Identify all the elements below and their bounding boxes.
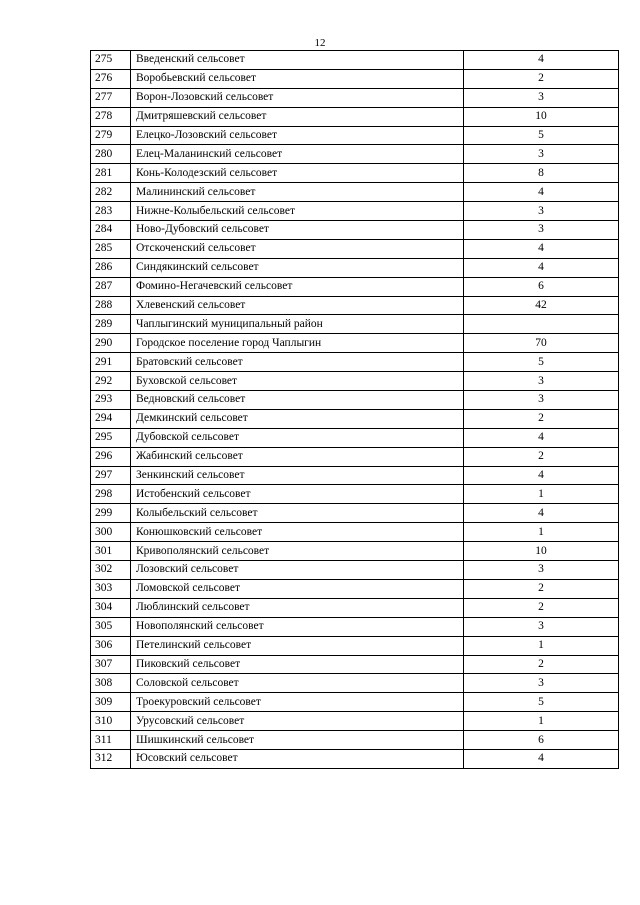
quantity-cell: 5	[464, 126, 619, 145]
table-row	[91, 88, 619, 107]
settlement-name-cell: Братовский сельсовет	[131, 353, 464, 372]
table-row	[91, 579, 619, 598]
settlement-name-cell: Буховской сельсовет	[131, 372, 464, 391]
table-row	[91, 183, 619, 202]
row-number-cell: 307	[91, 655, 131, 674]
quantity-cell: 2	[464, 409, 619, 428]
row-number-cell: 283	[91, 202, 131, 221]
settlement-name-cell: Колыбельский сельсовет	[131, 504, 464, 523]
row-number-cell: 306	[91, 636, 131, 655]
settlement-name-cell: Ломовской сельсовет	[131, 579, 464, 598]
row-number-cell: 295	[91, 428, 131, 447]
table-row	[91, 561, 619, 580]
settlement-name-cell: Ворон-Лозовский сельсовет	[131, 88, 464, 107]
row-number-cell: 310	[91, 712, 131, 731]
quantity-cell: 3	[464, 391, 619, 410]
row-number-cell: 302	[91, 561, 131, 580]
row-number-cell: 289	[91, 315, 131, 334]
row-number-cell: 291	[91, 353, 131, 372]
table-row	[91, 636, 619, 655]
table-row	[91, 731, 619, 750]
settlement-name-cell: Нижне-Колыбельский сельсовет	[131, 202, 464, 221]
quantity-cell: 10	[464, 107, 619, 126]
page-number: 12	[314, 37, 326, 49]
row-number-cell: 285	[91, 239, 131, 258]
row-number-cell: 286	[91, 258, 131, 277]
settlement-name-cell: Шишкинский сельсовет	[131, 731, 464, 750]
table-row	[91, 258, 619, 277]
row-number-cell: 279	[91, 126, 131, 145]
table-row	[91, 221, 619, 240]
table-row	[91, 334, 619, 353]
row-number-cell: 304	[91, 598, 131, 617]
row-number-cell: 311	[91, 731, 131, 750]
settlement-name-cell: Конь-Колодезский сельсовет	[131, 164, 464, 183]
table-row	[91, 296, 619, 315]
settlement-name-cell: Новополянский сельсовет	[131, 617, 464, 636]
quantity-cell: 3	[464, 372, 619, 391]
table-row	[91, 391, 619, 410]
table-row	[91, 466, 619, 485]
row-number-cell: 290	[91, 334, 131, 353]
quantity-cell: 4	[464, 239, 619, 258]
settlement-name-cell: Троекуровский сельсовет	[131, 693, 464, 712]
row-number-cell: 277	[91, 88, 131, 107]
settlement-name-cell: Жабинский сельсовет	[131, 447, 464, 466]
quantity-cell: 1	[464, 712, 619, 731]
row-number-cell: 309	[91, 693, 131, 712]
row-number-cell: 298	[91, 485, 131, 504]
row-number-cell: 287	[91, 277, 131, 296]
settlement-name-cell: Синдякинский сельсовет	[131, 258, 464, 277]
table-row	[91, 712, 619, 731]
quantity-cell: 1	[464, 485, 619, 504]
quantity-cell: 4	[464, 466, 619, 485]
row-number-cell: 301	[91, 542, 131, 561]
quantity-cell: 4	[464, 183, 619, 202]
quantity-cell: 10	[464, 542, 619, 561]
row-number-cell: 284	[91, 221, 131, 240]
quantity-cell: 2	[464, 598, 619, 617]
quantity-cell: 4	[464, 428, 619, 447]
table-row	[91, 542, 619, 561]
row-number-cell: 280	[91, 145, 131, 164]
settlement-name-cell: Кривополянский сельсовет	[131, 542, 464, 561]
settlements-table	[90, 50, 619, 769]
settlement-name-cell: Зенкинский сельсовет	[131, 466, 464, 485]
settlement-name-cell: Люблинский сельсовет	[131, 598, 464, 617]
table-row	[91, 749, 619, 768]
table-row	[91, 51, 619, 70]
quantity-cell: 3	[464, 674, 619, 693]
quantity-cell: 3	[464, 88, 619, 107]
row-number-cell: 305	[91, 617, 131, 636]
row-number-cell: 297	[91, 466, 131, 485]
table-row	[91, 277, 619, 296]
table-row	[91, 598, 619, 617]
quantity-cell	[464, 315, 619, 334]
table-row	[91, 69, 619, 88]
settlement-name-cell: Лозовский сельсовет	[131, 561, 464, 580]
quantity-cell: 3	[464, 202, 619, 221]
table-row	[91, 126, 619, 145]
table-row	[91, 202, 619, 221]
row-number-cell: 293	[91, 391, 131, 410]
row-number-cell: 303	[91, 579, 131, 598]
quantity-cell: 5	[464, 353, 619, 372]
settlement-name-cell: Отскоченский сельсовет	[131, 239, 464, 258]
settlement-name-cell: Ведновский сельсовет	[131, 391, 464, 410]
quantity-cell: 8	[464, 164, 619, 183]
settlement-name-cell: Ново-Дубовский сельсовет	[131, 221, 464, 240]
table-row	[91, 239, 619, 258]
table-row	[91, 145, 619, 164]
quantity-cell: 4	[464, 51, 619, 70]
settlement-name-cell: Чаплыгинский муниципальный район	[131, 315, 464, 334]
row-number-cell: 275	[91, 51, 131, 70]
settlement-name-cell: Петелинский сельсовет	[131, 636, 464, 655]
settlement-name-cell: Дмитряшевский сельсовет	[131, 107, 464, 126]
table-row	[91, 447, 619, 466]
settlement-name-cell: Елецко-Лозовский сельсовет	[131, 126, 464, 145]
settlement-name-cell: Елец-Маланинский сельсовет	[131, 145, 464, 164]
table-row	[91, 409, 619, 428]
settlement-name-cell: Городское поселение город Чаплыгин	[131, 334, 464, 353]
table-row	[91, 504, 619, 523]
quantity-cell: 42	[464, 296, 619, 315]
table-row	[91, 617, 619, 636]
settlement-name-cell: Демкинский сельсовет	[131, 409, 464, 428]
quantity-cell: 6	[464, 731, 619, 750]
settlement-name-cell: Малининский сельсовет	[131, 183, 464, 202]
row-number-cell: 300	[91, 523, 131, 542]
table-row	[91, 428, 619, 447]
settlement-name-cell: Юсовский сельсовет	[131, 749, 464, 768]
quantity-cell: 2	[464, 69, 619, 88]
quantity-cell: 3	[464, 617, 619, 636]
row-number-cell: 308	[91, 674, 131, 693]
settlement-name-cell: Соловской сельсовет	[131, 674, 464, 693]
table-row	[91, 674, 619, 693]
settlement-name-cell: Пиковский сельсовет	[131, 655, 464, 674]
settlement-name-cell: Дубовской сельсовет	[131, 428, 464, 447]
row-number-cell: 299	[91, 504, 131, 523]
row-number-cell: 312	[91, 749, 131, 768]
quantity-cell: 3	[464, 221, 619, 240]
quantity-cell: 3	[464, 561, 619, 580]
row-number-cell: 292	[91, 372, 131, 391]
table-row	[91, 164, 619, 183]
quantity-cell: 1	[464, 636, 619, 655]
row-number-cell: 282	[91, 183, 131, 202]
table-row	[91, 107, 619, 126]
table-row	[91, 372, 619, 391]
settlement-name-cell: Введенский сельсовет	[131, 51, 464, 70]
table-row	[91, 315, 619, 334]
row-number-cell: 296	[91, 447, 131, 466]
quantity-cell: 1	[464, 523, 619, 542]
quantity-cell: 5	[464, 693, 619, 712]
quantity-cell: 2	[464, 579, 619, 598]
quantity-cell: 6	[464, 277, 619, 296]
table-row	[91, 523, 619, 542]
quantity-cell: 2	[464, 655, 619, 674]
settlement-name-cell: Хлевенский сельсовет	[131, 296, 464, 315]
table-row	[91, 353, 619, 372]
settlement-name-cell: Истобенский сельсовет	[131, 485, 464, 504]
table-row	[91, 655, 619, 674]
table-body	[91, 51, 619, 769]
quantity-cell: 4	[464, 749, 619, 768]
settlement-name-cell: Воробьевский сельсовет	[131, 69, 464, 88]
table-row	[91, 693, 619, 712]
quantity-cell: 2	[464, 447, 619, 466]
row-number-cell: 278	[91, 107, 131, 126]
settlement-name-cell: Урусовский сельсовет	[131, 712, 464, 731]
quantity-cell: 4	[464, 258, 619, 277]
table-row	[91, 485, 619, 504]
row-number-cell: 281	[91, 164, 131, 183]
quantity-cell: 70	[464, 334, 619, 353]
row-number-cell: 294	[91, 409, 131, 428]
row-number-cell: 276	[91, 69, 131, 88]
quantity-cell: 3	[464, 145, 619, 164]
row-number-cell: 288	[91, 296, 131, 315]
settlement-name-cell: Фомино-Негачевский сельсовет	[131, 277, 464, 296]
quantity-cell: 4	[464, 504, 619, 523]
settlement-name-cell: Конюшковский сельсовет	[131, 523, 464, 542]
